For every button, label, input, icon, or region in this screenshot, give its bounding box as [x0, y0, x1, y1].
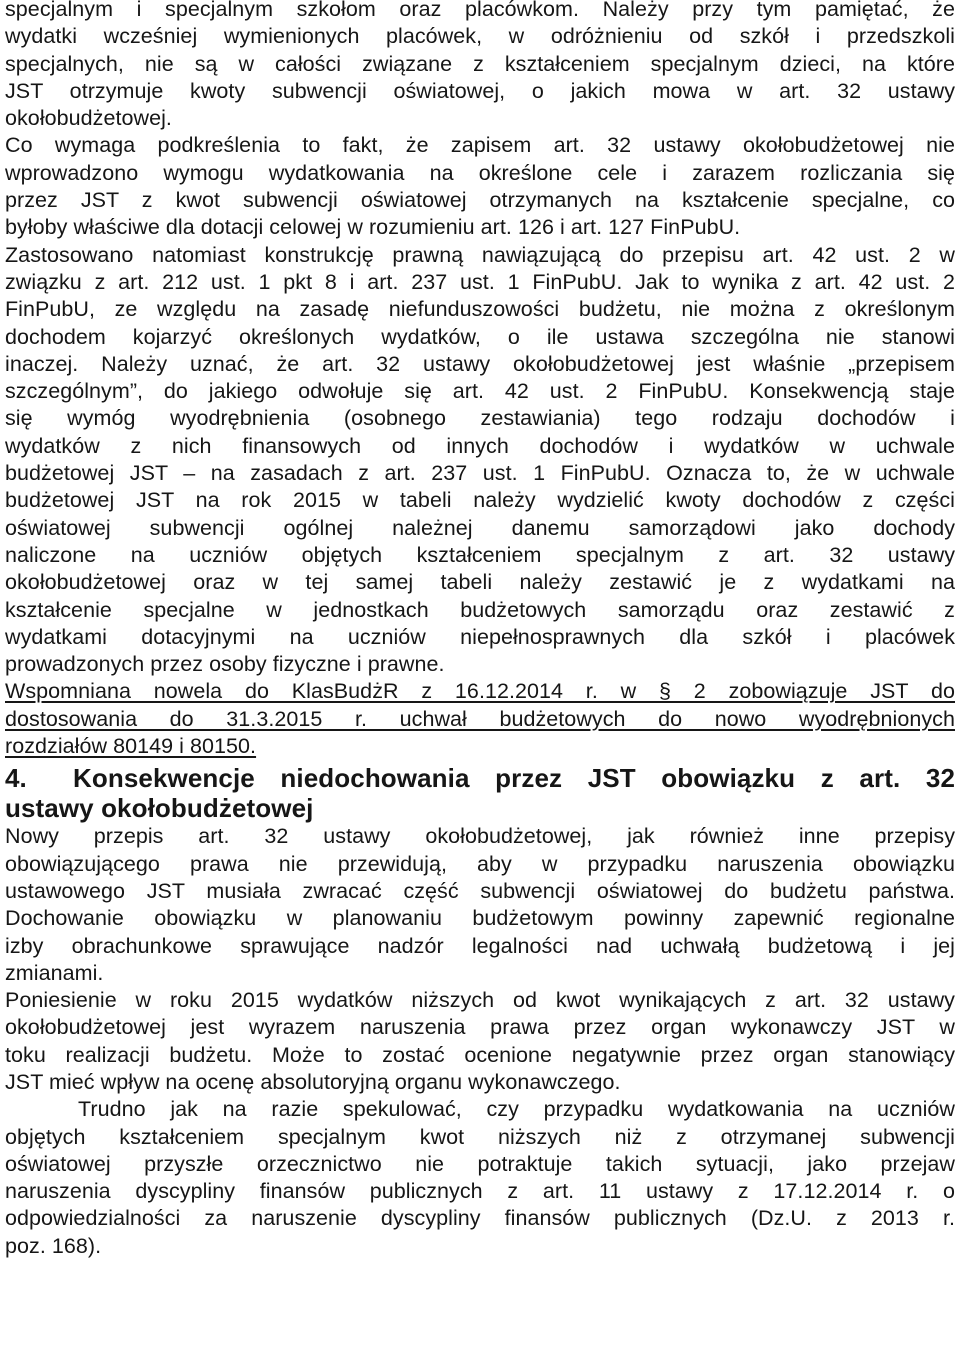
text-line: inaczej. Należy uznać, że art. 32 ustawy okołobudżetowej jest właśnie „przepisem — [5, 351, 955, 376]
paragraph-subsidy-expenditure — [5, 0, 955, 678]
text-line: Trudno jak na razie spekulować, czy przypadku wydatkowania na uczniów — [78, 1097, 955, 1122]
text-line: związku z art. 212 ust. 1 pkt 8 i art. 237 ust. 1 FinPubU. Jak to wynika z art. 42 ust. 2 — [5, 269, 955, 294]
underlined-note — [5, 678, 955, 760]
text-line: JST mieć wpływ na ocenę absolutoryjną organu wykonawczego. — [5, 1069, 621, 1094]
underlined-text: Wspomniana nowela do KlasBudżR z 16.12.2014 r. w § 2 zobowiązuje JST do — [5, 679, 955, 704]
text-line: okołobudżetowej. — [5, 106, 172, 131]
text-line: objętych kształceniem specjalnym kwot niższych niż z otrzymanej subwencji — [5, 1124, 955, 1149]
paragraph-discipline — [5, 1096, 955, 1260]
text-line: Co wymaga podkreślenia to fakt, że zapisem art. 32 ustawy okołobudżetowej nie — [5, 133, 955, 158]
text-line: dochodem kojarzyć określonych wydatków, o ile ustawa szczególna nie stanowi — [5, 324, 955, 349]
text-line: toku realizacji budżetu. Może to zostać ocenione negatywnie przez organ stanowiący — [5, 1042, 955, 1067]
text-line: specjalnych, nie są w całości związane z kształceniem specjalnym dzieci, na które — [5, 51, 955, 76]
text-line: Nowy przepis art. 32 ustawy okołobudżetowej, jak również inne przepisy — [5, 824, 955, 849]
text-line: budżetowej JST – na zasadach z art. 237 ust. 1 FinPubU. Oznacza to, że w uchwale — [5, 461, 955, 486]
text-line: naliczone na uczniów objętych kształceniem specjalnym z art. 32 ustawy — [5, 542, 955, 567]
section-title-continued: ustawy okołobudżetowej — [5, 792, 314, 823]
text-line: oświatowej przyszłe orzecznictwo nie potraktuje takich sytuacji, jako przejaw — [5, 1151, 955, 1176]
text-line: oświatowej subwencji ogólnej należnej danemu samorządowi jako dochody — [5, 515, 955, 540]
text-line: obowiązującego prawa nie przewidują, aby w przypadku naruszenia obowiązku — [5, 851, 955, 876]
text-line: Zastosowano natomiast konstrukcję prawną nawiązującą do przepisu art. 42 ust. 2 w — [5, 242, 955, 267]
section-heading — [5, 764, 955, 823]
text-line: byłoby właściwe dla dotacji celowej w rozumieniu art. 126 i art. 127 FinPubU. — [5, 215, 741, 240]
section-number: 4. — [5, 763, 27, 794]
text-line: wydatków z nich finansowych od innych dochodów i wydatków w uchwale — [5, 433, 955, 458]
text-line: szczególnym”, do jakiego odwołuje się art. 42 ust. 2 FinPubU. Konsekwencją staje — [5, 379, 955, 404]
text-line: przez JST z kwot subwencji oświatowej otrzymanych na kształcenie specjalne, co — [5, 188, 955, 213]
text-line: wprowadzono wymogu wydatkowania na określone cele i zarazem rozliczania się — [5, 160, 955, 185]
underlined-line — [5, 678, 955, 705]
text-line: okołobudżetowej jest wyrazem naruszenia prawa przez organ wykonawczy JST w — [5, 1015, 955, 1040]
text-line: prowadzonych przez osoby fizyczne i prawne. — [5, 652, 445, 677]
paragraph-consequences — [5, 823, 955, 1096]
text-line: specjalnym i specjalnym szkołom oraz placówkom. Należy przy tym pamiętać, że — [5, 0, 955, 21]
text-line: FinPubU, ze względu na zasadę niefunduszowości budżetu, nie można z określonym — [5, 297, 955, 322]
text-line: naruszenia dyscypliny finansów publicznych z art. 11 ustawy z 17.12.2014 r. o — [5, 1179, 955, 1204]
text-line: Dochowanie obowiązku w planowaniu budżetowym powinny zapewnić regionalne — [5, 906, 955, 931]
text-line: wydatki wcześniej wymienionych placówek, w odróżnieniu od szkół i przedszkoli — [5, 24, 955, 49]
underlined-line — [5, 733, 955, 760]
document-page — [5, 0, 955, 1260]
underlined-text: rozdziałów 80149 i 80150. — [5, 734, 257, 759]
underlined-line — [5, 706, 955, 733]
text-line: JST otrzymuje kwoty subwencji oświatowej, o jakich mowa w art. 32 ustawy — [5, 78, 955, 103]
text-line: zmianami. — [5, 960, 104, 985]
text-line: izby obrachunkowe sprawujące nadzór legalności nad uchwałą budżetową i jej — [5, 933, 955, 958]
text-line: wydatkami dotacyjnymi na uczniów niepełnosprawnych dla szkół i placówek — [5, 624, 955, 649]
text-line: poz. 168). — [5, 1233, 102, 1258]
text-line: Poniesienie w roku 2015 wydatków niższych od kwot wynikających z art. 32 ustawy — [5, 988, 955, 1013]
text-line: kształcenie specjalne w jednostkach budżetowych samorządu oraz zestawić z — [5, 597, 955, 622]
text-line: ustawowego JST musiała zwracać część subwencji oświatowej do budżetu państwa. — [5, 878, 955, 903]
text-line: odpowiedzialności za naruszenie dyscypliny finansów publicznych (Dz.U. z 2013 r. — [5, 1206, 955, 1231]
text-line: budżetowej JST na rok 2015 w tabeli należy wydzielić kwoty dochodów z części — [5, 488, 955, 513]
text-line: się wymóg wyodrębnienia (osobnego zestawiania) tego rodzaju dochodów i — [5, 406, 955, 431]
section-heading-line — [5, 764, 955, 794]
section-title: Konsekwencje niedochowania przez JST obowiązku z art. 32 — [73, 763, 955, 794]
underlined-text: dostosowania do 31.3.2015 r. uchwał budżetowych do nowo wyodrębnionych — [5, 706, 955, 731]
text-line: okołobudżetowej oraz w tej samej tabeli należy zestawić je z wydatkami na — [5, 570, 955, 595]
